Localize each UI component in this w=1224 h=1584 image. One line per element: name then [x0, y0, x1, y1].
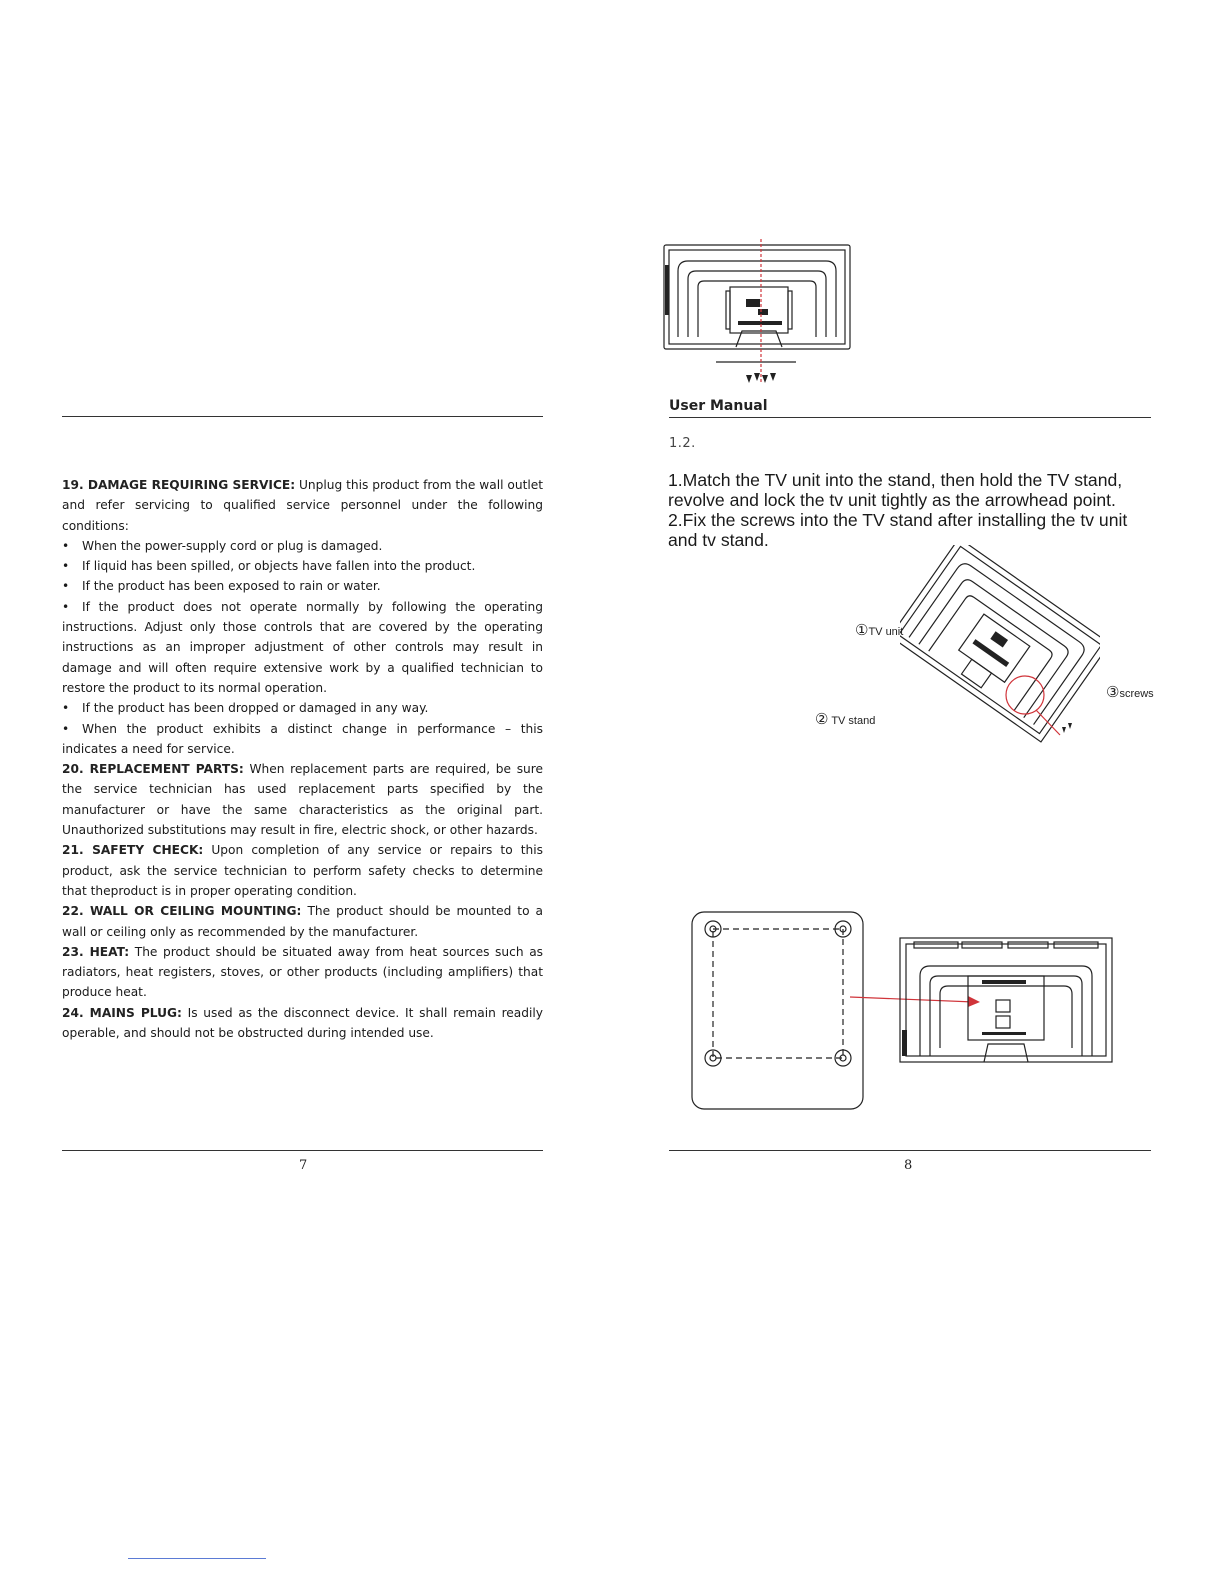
- bullet-icon: •: [62, 721, 70, 736]
- safety-item: [62, 840, 543, 901]
- tv-unit-text: TV unit: [868, 626, 904, 638]
- left-header-rule: [62, 416, 543, 417]
- safety-item-text: If the product does not operate normally by following the operating instructions. Adjust only those controls that are covered by the operating instructions as an improper adjustment of other controls may result in damage and will often require extensive work by a qualified technician to restore the product to its normal operation.: [62, 599, 543, 695]
- safety-item-text: The product should be mounted to a wall or ceiling only as recommended by the manufacturer.: [62, 904, 543, 939]
- right-page-number: 8: [904, 1158, 913, 1173]
- right-header-rule: [669, 417, 1151, 418]
- tv-stand-number: ②: [815, 711, 829, 728]
- bullet-item: [62, 556, 543, 576]
- safety-item-heading: 22. WALL OR CEILING MOUNTING:: [62, 904, 302, 919]
- safety-item: [62, 1003, 543, 1044]
- tv-stand-text: TV stand: [831, 715, 876, 727]
- bottom-link-underline: [128, 1558, 266, 1559]
- bullet-item: [62, 576, 543, 596]
- safety-item-text: The product should be situated away from heat sources such as radiators, heat registers, stoves, or other products (including amplifiers) that produce heat.: [62, 944, 544, 1000]
- bullet-item: [62, 536, 543, 556]
- safety-item-heading: 23. HEAT:: [62, 944, 130, 959]
- safety-item-text: Unplug this product from the wall outlet and refer servicing to qualified service personnel under the following conditions:: [62, 478, 544, 533]
- tv-unit-number: ①: [855, 622, 869, 639]
- instruction-step-1: 1.Match the TV unit into the stand, then hold the TV stand, revolve and lock the tv unit tightly as the arrowhead point.: [668, 470, 1123, 510]
- safety-item-text: When replacement parts are required, be sure the service technician has used replacement parts specified by the manufacturer or have the same characteristics as the original part. Unauthorized substitutions may result in fire, electric shock, or other hazards.: [62, 762, 544, 838]
- bullet-icon: •: [62, 701, 70, 716]
- header-title: User Manual: [669, 398, 768, 414]
- safety-item-text: When the product exhibits a distinct change in performance – this indicates a need for service.: [62, 721, 543, 756]
- left-page-number: 7: [299, 1158, 308, 1173]
- instruction-step-2: 2.Fix the screws into the TV stand after installing the tv unit and tv stand.: [668, 510, 1128, 550]
- safety-item-heading: 19. DAMAGE REQUIRING SERVICE:: [62, 478, 296, 492]
- bullet-icon: •: [62, 538, 70, 553]
- section-number: 1.2.: [669, 436, 696, 451]
- safety-item-text: Upon completion of any service or repairs to this product, ask the service technician to perform safety checks to determine that theproduct is in proper operating condition.: [62, 843, 543, 898]
- screws-label: [1106, 683, 1154, 701]
- safety-item-heading: 21. SAFETY CHECK:: [62, 843, 204, 858]
- safety-item-text: If the product has been exposed to rain or water.: [82, 579, 381, 594]
- stand-instructions: [668, 470, 1153, 550]
- bullet-item: [62, 597, 543, 698]
- safety-item-text: When the power-supply cord or plug is damaged.: [82, 538, 383, 553]
- safety-item-text: Is used as the disconnect device. It shall remain readily operable, and should not be obstructed during intended use.: [62, 1005, 543, 1041]
- bullet-icon: •: [62, 579, 70, 594]
- tv-screws-diagram: [900, 545, 1100, 745]
- bullet-item: [62, 719, 543, 760]
- screws-number: ③: [1106, 684, 1120, 701]
- safety-instructions-list: [62, 475, 543, 1043]
- tv-back-stand-diagram: [660, 235, 860, 395]
- safety-item-text: If the product has been dropped or damaged in any way.: [82, 701, 429, 716]
- bullet-icon: •: [62, 559, 70, 574]
- safety-item: [62, 942, 543, 1003]
- bullet-icon: •: [62, 599, 70, 614]
- tv-back-diagram: [898, 936, 1114, 1066]
- bullet-item: [62, 698, 543, 718]
- safety-item: [62, 759, 543, 840]
- tv-unit-label: [855, 621, 903, 639]
- tv-stand-label: [815, 710, 875, 728]
- safety-item: [62, 901, 543, 942]
- safety-item-heading: 20. REPLACEMENT PARTS:: [62, 762, 244, 777]
- right-footer-rule: [669, 1150, 1151, 1151]
- wall-mount-template-diagram: [690, 910, 866, 1112]
- safety-item: [62, 475, 543, 536]
- screws-text: screws: [1119, 688, 1154, 700]
- safety-item-heading: 24. MAINS PLUG:: [62, 1005, 182, 1020]
- left-footer-rule: [62, 1150, 543, 1151]
- safety-item-text: If liquid has been spilled, or objects have fallen into the product.: [82, 559, 476, 574]
